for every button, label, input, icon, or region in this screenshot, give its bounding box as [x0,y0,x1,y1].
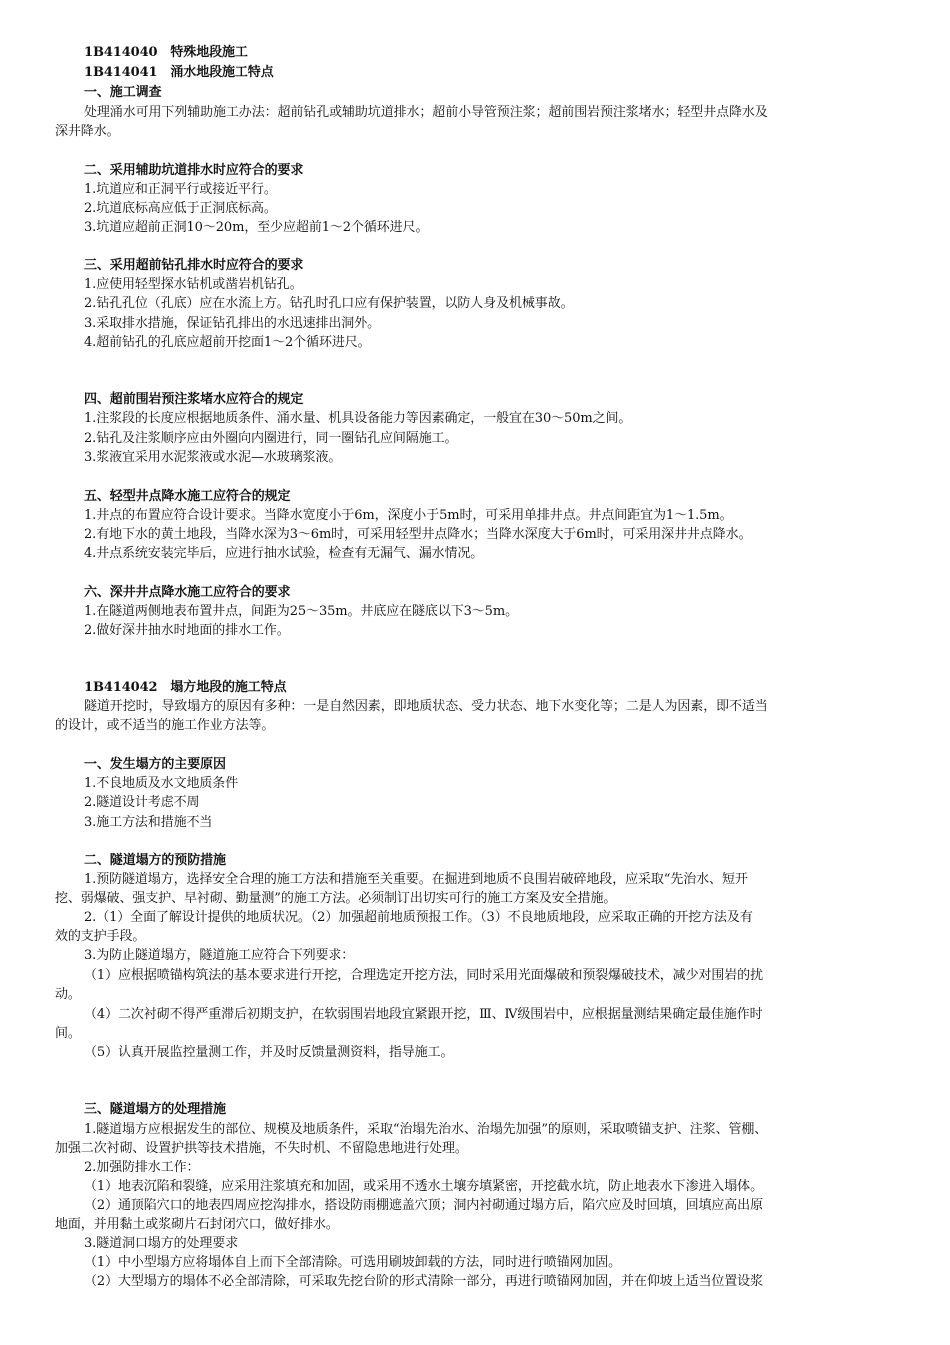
text-line: （1）中小型塌方应将塌体自上而下全部清除。可选用刷坡卸载的方法，同时进行喷锚网加固。 [84,1255,622,1270]
text-line: 2.钻孔孔位（孔底）应在水流上方。钻孔时孔口应有保护装置，以防人身及机械事故。 [84,296,574,311]
text-line: 1.坑道应和正洞平行或接近平行。 [84,182,277,197]
text-line: 4.超前钻孔的孔底应超前开挖面1～2个循环进尺。 [84,335,371,350]
text-line: 1.井点的布置应符合设计要求。当降水宽度小于6m，深度小于5m时，可采用单排井点。井点间距宜为1～1.5m。 [84,508,733,523]
text-line: 3.隧道洞口塌方的处理要求 [84,1236,239,1251]
text-line: 1.预防隧道塌方，选择安全合理的施工方法和措施至关重要。在掘进到地质不良围岩破碎地段，应采取“先治水、短开 [84,872,748,887]
section-heading: 二、采用辅助坑道排水时应符合的要求 [84,163,304,178]
text-line: 2.（1）全面了解设计提供的地质状况。（2）加强超前地质预报工作。（3）不良地质地段，应采取正确的开挖方法及有 [84,910,753,925]
text-line: 3.采取排水措施，保证钻孔排出的水迅速排出洞外。 [84,316,381,331]
text-line: 隧道开挖时，导致塌方的原因有多种：一是自然因素，即地质状态、受力状态、地下水变化等；二是人为因素，即不适当 [84,699,768,714]
section-heading: 四、超前围岩预注浆堵水应符合的规定 [84,392,304,407]
text-line: 3.为防止隧道塌方，隧道施工应符合下列要求： [84,948,355,963]
text-line: 3.坑道应超前正洞10～20m，至少应超前1～2个循环进尺。 [84,220,429,235]
text-line: 2.做好深井抽水时地面的排水工作。 [84,623,290,638]
text-line: 2.加强防排水工作： [84,1160,200,1175]
text-line: 间。 [55,1026,81,1041]
text-line: （2）大型塌方的塌体不必全部清除，可采取先挖台阶的形式清除一部分，再进行喷锚网加固，并在仰坡上适当位置设浆 [84,1274,763,1289]
text-line: 1.隧道塌方应根据发生的部位、规模及地质条件，采取“治塌先治水、治塌先加强”的原则，采取喷锚支护、注浆、管棚、 [84,1122,768,1137]
text-line: 2.钻孔及注浆顺序应由外圈向内圈进行，同一圈钻孔应间隔施工。 [84,431,458,446]
text-line: 加强二次衬砌、设置护拱等技术措施，不失时机、不留隐患地进行处理。 [55,1141,468,1156]
text-line: （4）二次衬砌不得严重滞后初期支护，在软弱围岩地段宜紧跟开挖，Ⅲ、Ⅳ级围岩中，应根据量测结果确定最佳施作时 [84,1007,763,1022]
text-line: 地面，并用黏土或浆砌片石封闭穴口，做好排水。 [55,1217,339,1232]
text-line: （2）通顶陷穴口的地表四周应挖沟排水，搭设防雨棚遮盖穴顶；洞内衬砌通过塌方后，陷穴应及时回填，回填应高出原 [84,1198,763,1213]
text-line: 2.有地下水的黄土地段，当降水深为3～6m时，可采用轻型井点降水；当降水深度大于6m时，可采用深井井点降水。 [84,527,752,542]
text-line: （1）应根据喷锚构筑法的基本要求进行开挖，合理选定开挖方法，同时采用光面爆破和预裂爆破技术，减少对围岩的扰 [84,968,763,983]
text-line: 深井降水。 [55,124,120,139]
text-line: 2.隧道设计考虑不周 [84,795,200,810]
text-line: 效的支护手段。 [55,929,146,944]
text-line: 挖、弱爆破、强支护、早衬砌、勤量测”的施工方法。必须制订出切实可行的施工方案及安全措施。 [55,891,617,906]
section-heading: 三、隧道塌方的处理措施 [84,1102,226,1117]
text-line: 动。 [55,987,81,1002]
text-line: 3.施工方法和措施不当 [84,815,213,830]
text-line: （5）认真开展监控量测工作，并及时反馈量测资料，指导施工。 [84,1045,454,1060]
text-line: 1.注浆段的长度应根据地质条件、涌水量、机具设备能力等因素确定，一般宜在30～50m之间。 [84,411,632,426]
text-line: 1.不良地质及水文地质条件 [84,776,239,791]
section-heading: 1B414042 塌方地段的施工特点 [84,680,287,695]
section-heading: 1B414040 特殊地段施工 [84,45,248,60]
section-heading: 三、采用超前钻孔排水时应符合的要求 [84,258,304,273]
text-line: 4.井点系统安装完毕后，应进行抽水试验，检查有无漏气、漏水情况。 [84,546,484,561]
section-heading: 一、施工调查 [84,85,162,100]
text-line: 1.在隧道两侧地表布置井点，间距为25～35m。井底应在隧底以下3～5m。 [84,604,518,619]
section-heading: 1B414041 涌水地段施工特点 [84,65,274,80]
section-heading: 五、轻型井点降水施工应符合的规定 [84,489,291,504]
section-heading: 二、隧道塌方的预防措施 [84,853,226,868]
text-line: 的设计，或不适当的施工作业方法等。 [55,718,275,733]
text-line: 3.浆液宜采用水泥浆液或水泥—水玻璃浆液。 [84,450,342,465]
section-heading: 一、发生塌方的主要原因 [84,757,226,772]
text-line: 2.坑道底标高应低于正洞底标高。 [84,201,277,216]
text-line: 处理涌水可用下列辅助施工办法：超前钻孔或辅助坑道排水；超前小导管预注浆；超前围岩预注浆堵水；轻型井点降水及 [84,105,768,120]
text-line: （1）地表沉陷和裂缝，应采用注浆填充和加固，或采用不透水土壤夯填紧密，开挖截水坑，防止地表水下渗进入塌体。 [84,1179,763,1194]
text-line: 1.应使用轻型探水钻机或凿岩机钻孔。 [84,277,303,292]
section-heading: 六、深井井点降水施工应符合的要求 [84,585,291,600]
